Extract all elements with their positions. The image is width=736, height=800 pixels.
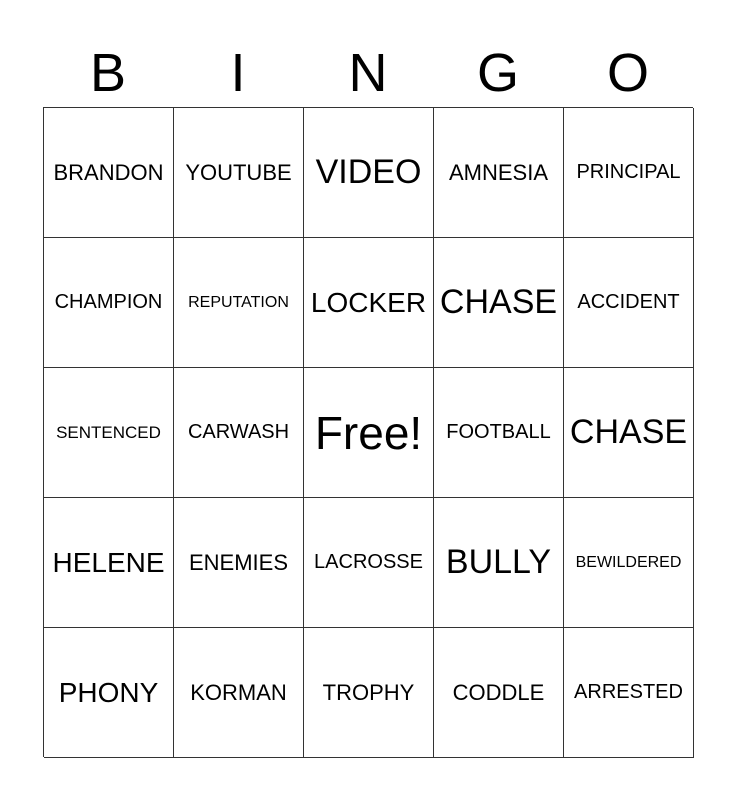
- bingo-cell: LOCKER: [304, 238, 434, 368]
- bingo-cell: ENEMIES: [174, 498, 304, 628]
- header-letter-o: O: [606, 43, 649, 103]
- bingo-cell: KORMAN: [174, 628, 304, 758]
- bingo-grid: [43, 107, 693, 757]
- bingo-cell: CHASE: [434, 238, 564, 368]
- bingo-cell: CODDLE: [434, 628, 564, 758]
- bingo-cell: SENTENCED: [44, 368, 174, 498]
- bingo-cell: PRINCIPAL: [564, 108, 694, 238]
- free-space-cell: Free!: [304, 368, 434, 498]
- bingo-cell: BULLY: [434, 498, 564, 628]
- bingo-cell: BRANDON: [44, 108, 174, 238]
- bingo-cell: BEWILDERED: [564, 498, 694, 628]
- bingo-cell: REPUTATION: [174, 238, 304, 368]
- header-letter-n: N: [348, 43, 388, 103]
- bingo-cell: AMNESIA: [434, 108, 564, 238]
- bingo-cell: CHASE: [564, 368, 694, 498]
- bingo-cell: ARRESTED: [564, 628, 694, 758]
- bingo-cell: FOOTBALL: [434, 368, 564, 498]
- header-letter-i: I: [230, 43, 246, 103]
- bingo-cell: PHONY: [44, 628, 174, 758]
- bingo-cell: CHAMPION: [44, 238, 174, 368]
- bingo-cell: TROPHY: [304, 628, 434, 758]
- bingo-cell: YOUTUBE: [174, 108, 304, 238]
- bingo-cell: CARWASH: [174, 368, 304, 498]
- bingo-cell: HELENE: [44, 498, 174, 628]
- bingo-header: [43, 38, 693, 108]
- bingo-cell: LACROSSE: [304, 498, 434, 628]
- bingo-cell: VIDEO: [304, 108, 434, 238]
- header-letter-g: G: [476, 43, 519, 103]
- bingo-cell: ACCIDENT: [564, 238, 694, 368]
- header-letter-b: B: [89, 43, 127, 103]
